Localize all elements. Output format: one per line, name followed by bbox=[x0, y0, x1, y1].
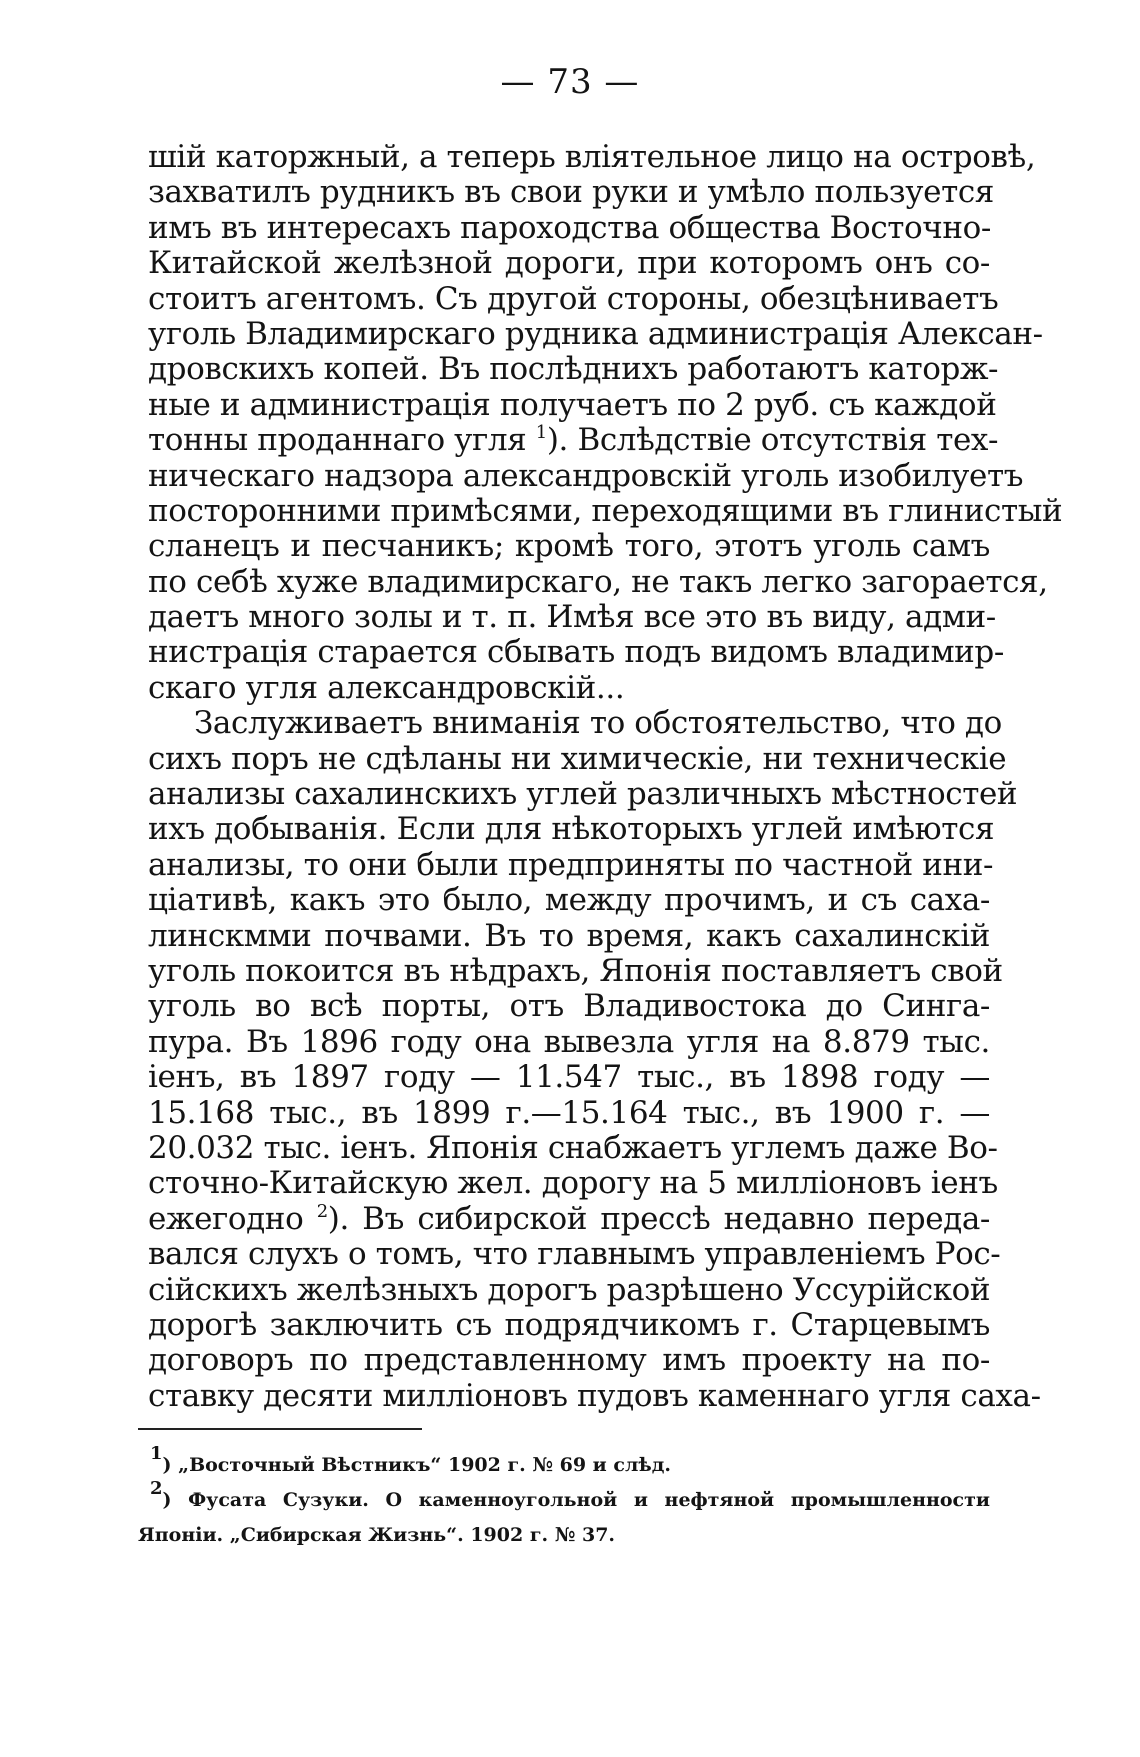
text-segment: ежегодно bbox=[148, 1200, 304, 1237]
footnote-ref-2[interactable]: 2 bbox=[316, 1200, 328, 1222]
footnote-mark-1: 1 bbox=[150, 1443, 163, 1464]
text-line: сійскихъ желѣзныхъ дорогъ разрѣшено Уссурійской bbox=[148, 1271, 991, 1308]
text-line: пура. Въ 1896 году она вывезла угля на 8.879 тыс. bbox=[148, 1023, 990, 1060]
text-line: Китайской желѣзной дороги, при которомъ онъ со- bbox=[148, 245, 990, 282]
text-line bbox=[148, 1202, 990, 1237]
text-line: ціативѣ, какъ это было, между прочимъ, и съ саха- bbox=[148, 882, 990, 919]
footnotes bbox=[138, 1443, 990, 1553]
text-line: сихъ поръ не сдѣланы ни химическіе, ни техническіе bbox=[148, 740, 1007, 777]
text-line: нистрація старается сбывать подъ видомъ владимир- bbox=[148, 634, 1004, 671]
text-line: уголь во всѣ порты, отъ Владивостока до Синга- bbox=[148, 988, 990, 1025]
text-line: ные и администрація получаетъ по 2 руб. съ каждой bbox=[148, 386, 997, 423]
text-line: даетъ много золы и т. п. Имѣя все это въ виду, адми- bbox=[148, 599, 996, 636]
text-line: 20.032 тыс. іенъ. Японія снабжаетъ углемъ даже Во- bbox=[148, 1129, 998, 1166]
text-line: уголь Владимирскаго рудника администрація Алексан- bbox=[148, 315, 1043, 352]
footnote-2-text: ) Фусата Сузуки. О каменноугольной и нефтяной промышленности bbox=[162, 1489, 990, 1511]
footnote-1 bbox=[138, 1443, 990, 1483]
text-segment: ). Вслѣдствіе отсутствія тех- bbox=[546, 422, 999, 459]
text-line: дорогѣ заключить съ подрядчикомъ г. Старцевымъ bbox=[148, 1306, 990, 1343]
text-line: анализы, то они были предприняты по частной ини- bbox=[148, 846, 994, 883]
footnote-1-text: ) „Восточный Вѣстникъ“ 1902 г. № 69 и слѣд. bbox=[162, 1454, 671, 1476]
text-line: анализы сахалинскихъ углей различныхъ мѣстностей bbox=[148, 776, 1018, 813]
text-line: шій каторжный, а теперь вліятельное лицо на островѣ, bbox=[148, 139, 1036, 175]
text-line: посторонними примѣсями, переходящими въ глинистый bbox=[148, 492, 1063, 529]
text-line: стоитъ агентомъ. Съ другой стороны, обезцѣниваетъ bbox=[148, 280, 999, 317]
text-line: вался слухъ о томъ, что главнымъ управленіемъ Рос- bbox=[148, 1236, 1001, 1273]
text-line: договоръ по представленному имъ проекту на по- bbox=[148, 1342, 990, 1379]
text-line: по себѣ хуже владимирскаго, не такъ легко загорается, bbox=[148, 563, 1048, 600]
text-line: ставку десяти милліоновъ пудовъ каменнаго угля саха- bbox=[148, 1377, 1041, 1414]
text-line: ническаго надзора александровскій уголь изобилуетъ bbox=[148, 457, 1024, 494]
footnote-mark-2: 2 bbox=[150, 1478, 163, 1499]
text-line: ихъ добыванія. Если для нѣкоторыхъ углей имѣются bbox=[148, 811, 995, 848]
text-line: 15.168 тыс., въ 1899 г.—15.164 тыс., въ 1900 г. — bbox=[148, 1094, 990, 1131]
text-segment: ). Въ сибирской прессѣ недавно переда- bbox=[327, 1200, 990, 1237]
text-line: іенъ, въ 1897 году — 11.547 тыс., въ 1898 году — bbox=[148, 1059, 990, 1096]
page-number: — 73 — bbox=[500, 62, 640, 102]
footnote-2-continuation: Японіи. „Сибирская Жизнь“. 1902 г. № 37. bbox=[138, 1524, 616, 1546]
footnote-2 bbox=[138, 1478, 990, 1518]
footnote-divider bbox=[138, 1428, 422, 1430]
text-line: уголь покоится въ нѣдрахъ, Японія поставляетъ свой bbox=[148, 952, 1003, 989]
text-line: имъ въ интересахъ пароходства общества Восточно- bbox=[148, 209, 991, 246]
body-text bbox=[148, 139, 1063, 1414]
text-line: линскмми почвами. Въ то время, какъ сахалинскій bbox=[148, 917, 990, 954]
text-segment: тонны проданнаго угля bbox=[148, 422, 527, 459]
text-line: сточно-Китайскую жел. дорогу на 5 милліоновъ іенъ bbox=[148, 1165, 998, 1202]
text-line bbox=[148, 422, 999, 459]
text-line: захватилъ рудникъ въ свои руки и умѣло пользуется bbox=[148, 174, 994, 211]
text-line: сланецъ и песчаникъ; кромѣ того, этотъ уголь самъ bbox=[148, 528, 990, 565]
paragraph-start-line: Заслуживаетъ вниманія то обстоятельство, что до bbox=[194, 705, 1002, 742]
footnote-ref-1[interactable]: 1 bbox=[535, 422, 547, 444]
text-line: дровскихъ копей. Въ послѣднихъ работаютъ каторж- bbox=[148, 351, 999, 388]
text-line: скаго угля александровскій... bbox=[148, 669, 625, 706]
